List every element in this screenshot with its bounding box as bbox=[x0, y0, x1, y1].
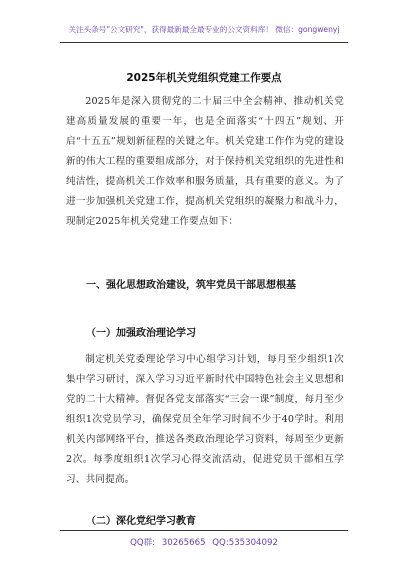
footer-contact bbox=[0, 536, 408, 548]
footer-divider bbox=[60, 530, 348, 531]
section-heading-1: 一、强化思想政治建设，筑牢党员干部思想根基 bbox=[86, 280, 296, 291]
header-banner: 关注头条号"公文研究"，获得最新最全最专业的公文资料库！ 微信：gongwenyj bbox=[68, 25, 340, 34]
header-divider bbox=[60, 42, 348, 43]
document-title: 2025年机关党组织党建工作要点 bbox=[126, 72, 282, 84]
intro-paragraph: 2025年是深入贯彻党的二十届三中全会精神、推动机关党建高质量发展的重要一年，也是全面落实“十四五”规划、开启“十五五”规划新征程的关键之年。机关党建工作作为党的建设新的伟大工程的重要组成部分，对于保持机关党组织的先进性和纯洁性，提高机关工作效率和服务质量，具有重要的意义。为了进一步加强机关党建工作，提高机关党组织的凝聚力和战斗力，现制定2025年机关党建工作要点如下： bbox=[66, 96, 344, 227]
subsection-heading-1: （一）加强政治理论学习 bbox=[86, 328, 196, 339]
footer-qq-group: QQ群: 30265665 bbox=[130, 538, 206, 548]
subsection-1-paragraph: 制定机关党委理论学习中心组学习计划，每月至少组织1次集中学习研讨，深入学习习近平新时代中国特色社会主义思想和党的二十大精神。督促各党支部落实“三会一课”制度，每月至少组织1次党员学习，确保党员全年学习时间不少于40学时。利用机关内部网络平台，推送各类政治理论学习资料，每周至少更新2次。每季度组织1次学习心得交流活动，促进党员干部相互学习、共同提高。 bbox=[66, 354, 344, 485]
footer-qq: QQ:535304092 bbox=[212, 538, 278, 548]
subsection-heading-2: （二）深化党纪学习教育 bbox=[86, 516, 196, 527]
